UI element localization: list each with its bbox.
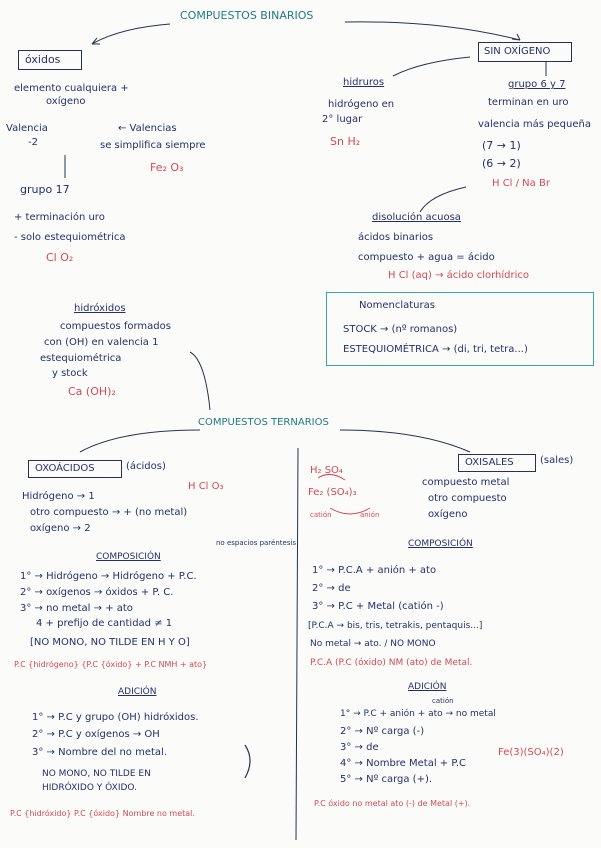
sin-oxigeno-box	[478, 42, 572, 62]
oxoacidos-note: no espacios paréntesis	[216, 539, 297, 547]
grupo-example: H Cl / Na Br	[492, 178, 550, 189]
oxidos-example: Fe₂ O₃	[150, 161, 184, 174]
oxisales-add-formula: P.C óxido no metal ato (-) de Metal (+).	[314, 799, 471, 808]
oxisales-top-example: H₂ SO₄	[310, 465, 343, 476]
oxidos-valencias: ← Valencias	[118, 123, 177, 134]
ternarios-title: COMPUESTOS TERNARIOS	[198, 417, 329, 428]
oxidos-terminacion: + terminación uro	[14, 212, 105, 223]
nomenclaturas-box	[326, 292, 594, 366]
oxoacidos-example: H Cl O₃	[188, 481, 224, 492]
oxoacidos-add-rule-1: NO MONO, NO TILDE EN	[42, 769, 151, 779]
hidruros-line-1: hidrógeno en	[328, 99, 395, 110]
oxidos-heading-box	[18, 50, 82, 70]
disolucion-heading: disolución acuosa	[372, 212, 461, 223]
grupo-pair-2: (6 → 2)	[482, 157, 521, 170]
nomenclaturas-heading: Nomenclaturas	[359, 300, 435, 311]
oxoacidos-step-3: 3° → no metal → + ato	[20, 603, 133, 614]
oxisales-box	[458, 454, 536, 472]
disolucion-line-1: ácidos binarios	[358, 232, 434, 243]
grupo-pair-1: (7 → 1)	[482, 139, 521, 152]
oxoacidos-step-1: 1° → Hidrógeno → Hidrógeno + P.C.	[20, 571, 197, 582]
nomenclaturas-stock: STOCK → (nº romanos)	[343, 324, 458, 335]
disolucion-example: H Cl (aq) → ácido clorhídrico	[388, 270, 530, 281]
page-title: COMPUESTOS BINARIOS	[180, 9, 314, 22]
oxisales-step-3: 3° → P.C + Metal (catión -)	[312, 601, 444, 612]
oxoacidos-step-4: 4 + prefijo de cantidad ≠ 1	[36, 618, 173, 629]
oxoacidos-line-2: otro compuesto → + (no metal)	[30, 507, 188, 518]
hidruros-line-2: 2° lugar	[322, 114, 363, 125]
oxidos-example-2: Cl O₂	[46, 251, 74, 264]
oxidos-estequiometrica: - solo estequiométrica	[14, 232, 126, 243]
oxoacidos-adicion: ADICIÓN	[118, 687, 157, 697]
oxoacidos-sub: (ácidos)	[126, 461, 166, 472]
hidroxidos-line-1: compuestos formados	[60, 321, 171, 332]
oxoacidos-box	[28, 460, 122, 478]
oxisales-rule: [P.C.A → bis, tris, tetrakis, pentaquis...]	[308, 621, 483, 631]
oxidos-simplifica: se simplifica siempre	[100, 140, 206, 151]
oxoacidos-composicion: COMPOSICIÓN	[96, 552, 161, 562]
hidruros-heading: hidruros	[343, 77, 385, 88]
oxisales-add-step-5: 5° → Nº carga (+).	[340, 774, 433, 785]
oxoacidos-heading: OXOÁCIDOS	[35, 463, 95, 474]
oxisales-adicion: ADICIÓN	[408, 682, 447, 692]
oxisales-line-1: compuesto metal	[422, 477, 510, 488]
oxisales-rule-2: No metal → ato. / NO MONO	[310, 639, 436, 649]
oxisales-small-note: catión	[432, 697, 454, 705]
oxisales-line-3: oxígeno	[428, 509, 468, 520]
oxoacidos-add-step-2: 2° → P.C y oxígenos → OH	[32, 729, 160, 740]
oxisales-cation: catión	[310, 511, 332, 519]
oxisales-line-2: otro compuesto	[428, 493, 507, 504]
oxisales-step-1: 1° → P.C.A + anión + ato	[312, 565, 437, 576]
oxidos-valencia: Valencia	[6, 123, 48, 134]
hidroxidos-heading: hidróxidos	[74, 303, 126, 314]
grupo-heading: grupo 6 y 7	[508, 79, 566, 90]
oxisales-formula: P.C.A (P.C (óxido) NM (ato) de Metal.	[310, 658, 473, 668]
oxisales-ex-fe: Fe(3)(SO₄)(2)	[498, 747, 564, 758]
oxoacidos-step-2: 2° → oxígenos → óxidos + P. C.	[20, 587, 174, 598]
oxisales-composicion: COMPOSICIÓN	[408, 539, 473, 549]
oxidos-valencia-num: -2	[28, 137, 38, 148]
hidroxidos-line-4: y stock	[52, 368, 88, 379]
oxoacidos-rule: [NO MONO, NO TILDE EN H Y O]	[30, 637, 190, 648]
oxidos-line-1: elemento cualquiera +	[14, 83, 129, 94]
oxidos-line-2: oxígeno	[46, 96, 86, 107]
oxisales-add-step-1: 1° → P.C + anión + ato → no metal	[340, 709, 496, 719]
oxoacidos-add-step-1: 1° → P.C y grupo (OH) hidróxidos.	[32, 712, 199, 723]
oxoacidos-add-step-3: 3° → Nombre del no metal.	[32, 747, 167, 758]
oxidos-heading: óxidos	[25, 53, 61, 66]
hidroxidos-line-3: estequiométrica	[40, 353, 122, 364]
oxoacidos-line-3: oxígeno → 2	[30, 523, 91, 534]
disolucion-line-2: compuesto + agua = ácido	[358, 252, 495, 263]
oxidos-grupo: grupo 17	[20, 183, 70, 196]
oxoacidos-formula: P.C {hidrógeno} {P.C {óxido} + P.C NMH + ato}	[14, 660, 208, 669]
oxisales-add-step-3: 3° → de	[340, 742, 379, 753]
nomenclaturas-esteq: ESTEQUIOMÉTRICA → (di, tri, tetra...)	[343, 344, 528, 355]
hidroxidos-example: Ca (OH)₂	[68, 385, 116, 398]
oxoacidos-add-formula: P.C {hidróxido} P.C {óxido} Nombre no metal.	[10, 809, 195, 818]
oxoacidos-add-rule-2: HIDRÓXIDO Y ÓXIDO.	[42, 783, 138, 793]
grupo-line-1: terminan en uro	[488, 97, 569, 108]
hidruros-example: Sn H₂	[330, 135, 361, 148]
oxisales-step-2: 2° → de	[312, 583, 351, 594]
oxisales-anion: anión	[360, 511, 380, 519]
oxisales-heading: OXISALES	[465, 457, 514, 468]
oxisales-add-step-2: 2° → Nº carga (-)	[340, 726, 425, 737]
sin-oxigeno-heading: SIN OXÍGENO	[484, 46, 551, 57]
oxoacidos-line-1: Hidrógeno → 1	[22, 491, 95, 502]
grupo-line-2: valencia más pequeña	[478, 119, 591, 130]
oxisales-sub: (sales)	[540, 455, 574, 466]
oxisales-bottom-example: Fe₂ (SO₄)₃	[308, 487, 357, 498]
oxisales-add-step-4: 4° → Nombre Metal + P.C	[340, 758, 466, 769]
hidroxidos-line-2: con (OH) en valencia 1	[44, 337, 159, 348]
